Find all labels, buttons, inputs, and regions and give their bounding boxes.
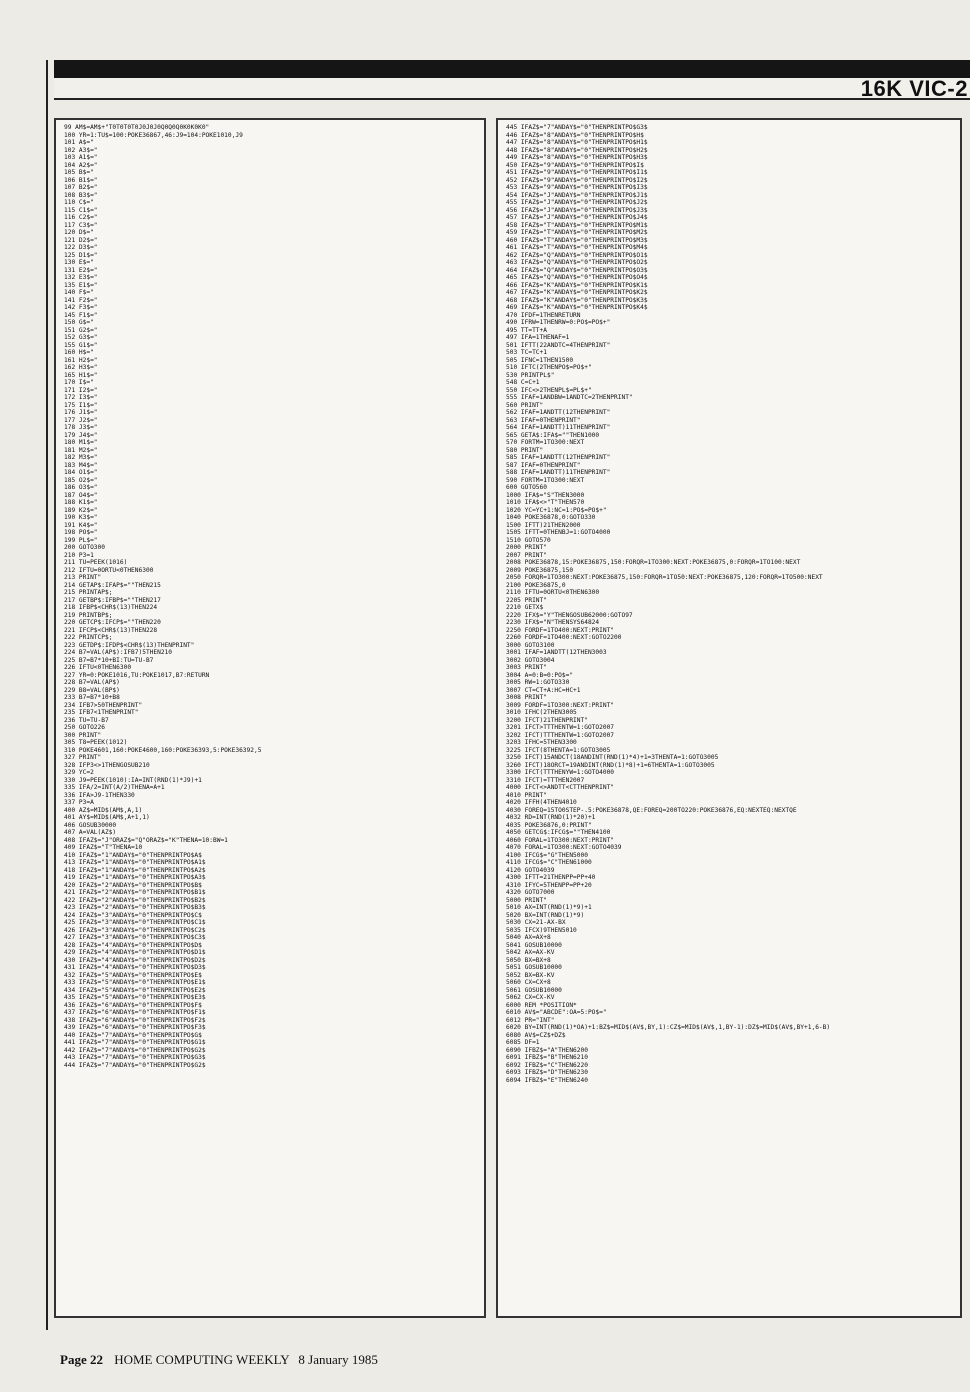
code-line: 439 IFAZ$="6"ANDAY$="0"THENPRINTPO$F3$	[64, 1024, 206, 1031]
code-line: 162 H3$="	[64, 364, 98, 371]
code-line: 186 O3$="	[64, 484, 98, 491]
code-line: 458 IFAZ$="T"ANDAY$="0"THENPRINTPO$M1$	[506, 221, 648, 229]
code-line: 6091 IFBZ$="B"THEN6210	[506, 1054, 588, 1061]
code-line: 469 IFAZ$="K"ANDAY$="0"THENPRINTPO$K4$	[506, 304, 648, 311]
listing-column-right	[496, 118, 962, 1318]
code-line: 5040 AX=AX+8	[506, 934, 551, 941]
code-line: 464 IFAZ$="Q"ANDAY$="0"THENPRINTPO$O3$	[506, 266, 648, 274]
code-line: 5061 GOSUB10000	[506, 986, 562, 994]
code-line: 433 IFAZ$="5"ANDAY$="0"THENPRINTPO$E1$	[64, 979, 206, 986]
code-line: 470 IFDF=1THENRETURN	[506, 311, 581, 319]
code-line: 3003 PRINT"	[506, 664, 547, 671]
code-line: 1510 GOTO570	[506, 536, 551, 544]
code-line: 6092 IFBZ$="C"THEN6220	[506, 1061, 588, 1069]
code-line: 1000 IFA$="S"THEN3000	[506, 491, 585, 499]
code-line: 454 IFAZ$="J"ANDAY$="0"THENPRINTPO$J1$	[506, 191, 648, 199]
code-line: 1020 YC=YC+1:NC=1:PO$=PO$+"	[506, 506, 607, 514]
code-line: 5050 BX=BX+8	[506, 956, 551, 964]
code-line: 1500 IFTT)21THEN2000	[506, 521, 581, 529]
code-line: 329 YC=2	[64, 769, 94, 776]
code-line: 172 I3$="	[64, 394, 98, 401]
code-line: 2250 FORDF=1TO400:NEXT:PRINT"	[506, 626, 615, 634]
code-line: 565 GETA$:IFA$=""THEN1000	[506, 431, 600, 439]
code-line: 116 C2$="	[64, 214, 98, 221]
code-line: 121 D2$="	[64, 236, 98, 244]
code-line: 4110 IFCG$="C"THEN61000	[506, 859, 592, 866]
code-line: 176 J1$="	[64, 409, 98, 416]
code-line: 436 IFAZ$="6"ANDAY$="0"THENPRINTPO$F$	[64, 1001, 202, 1009]
code-line: 563 IFAF=0THENPRINT"	[506, 416, 581, 424]
code-line: 184 O1$="	[64, 469, 98, 476]
code-line: 497 IFA=1THENAF=1	[506, 334, 570, 341]
code-line: 200 GOTO300	[64, 544, 105, 551]
code-line: 447 IFAZ$="8"ANDAY$="0"THENPRINTPO$H1$	[506, 139, 648, 146]
code-line: 6010 AV$="ABCDE":OA=5:PO$="	[506, 1009, 607, 1016]
code-line: 110 C$="	[64, 199, 94, 206]
code-line: 6085 DF=1	[506, 1039, 540, 1046]
header-strip	[54, 78, 970, 100]
code-line: 437 IFAZ$="6"ANDAY$="0"THENPRINTPO$F1$	[64, 1009, 206, 1016]
code-line: 106 B1$="	[64, 176, 98, 184]
code-line: 419 IFAZ$="1"ANDAY$="0"THENPRINTPO$A3$	[64, 874, 206, 881]
code-line: 233 B7=B7*10+B8	[64, 694, 120, 701]
code-line: 530 PRINTPL$"	[506, 371, 555, 379]
code-line: 400 AZ$=MID$(AM$,A,1)	[64, 806, 143, 814]
code-line: 421 IFAZ$="2"ANDAY$="0"THENPRINTPO$B1$	[64, 889, 206, 896]
code-line: 327 PRINT"	[64, 754, 102, 761]
code-line: 444 IFAZ$="7"ANDAY$="0"THENPRINTPO$G2$	[64, 1061, 206, 1069]
code-line: 564 IFAF=1ANDTT)11THENPRINT"	[506, 424, 611, 431]
code-line: 160 H$="	[64, 349, 94, 356]
code-line: 510 IFTC(2THENPO$=PO$+"	[506, 364, 592, 371]
code-line: 442 IFAZ$="7"ANDAY$="0"THENPRINTPO$G2$	[64, 1046, 206, 1054]
code-line: 435 IFAZ$="5"ANDAY$="0"THENPRINTPO$E3$	[64, 994, 206, 1001]
code-line: 445 IFAZ$="7"ANDAY$="0"THENPRINTPO$G3$	[506, 124, 648, 131]
code-line: 2100 POKE36875,0	[506, 581, 566, 589]
code-line: 3310 IFCT)=TTTHEN2007	[506, 776, 585, 784]
code-line: 171 I2$="	[64, 386, 98, 394]
code-line: 101 A$="	[64, 139, 94, 146]
code-line: 219 PRINTBP$;	[64, 611, 113, 619]
code-line: 2230 IFX$="N"THENSYS64824	[506, 619, 600, 626]
code-line: 451 IFAZ$="9"ANDAY$="0"THENPRINTPO$I1$	[506, 169, 648, 176]
code-line: 188 K1$="	[64, 499, 98, 506]
code-line: 225 B7=B7*10+BI:TU=TU-B7	[64, 656, 154, 664]
code-line: 4070 FORAL=1TO300:NEXT:GOTO4039	[506, 844, 622, 851]
code-line: 215 PRINTAP$;	[64, 589, 113, 596]
code-line: 4032 RD=INT(RND(1)*20)+1	[506, 814, 596, 821]
code-line: 434 IFAZ$="5"ANDAY$="0"THENPRINTPO$E2$	[64, 986, 206, 994]
code-line: 227 YR=0:POKE1016,TU:POKE1017,B7:RETURN	[64, 671, 210, 679]
code-line: 4030 FOREQ=15TO0STEP-.5:POKE36878,QE:FOREQ=200TO220:POKE36876,EQ:NEXTEQ:NEXTQE	[506, 806, 797, 814]
code-line: 229 B8=VAL(BP$)	[64, 686, 120, 694]
code-line: 409 IFAZ$="T"THENA=10	[64, 844, 143, 851]
code-line: 406 GOSUB30000	[64, 821, 117, 829]
code-line: 432 IFAZ$="5"ANDAY$="0"THENPRINTPO$E$	[64, 971, 202, 979]
code-line: 438 IFAZ$="6"ANDAY$="0"THENPRINTPO$F2$	[64, 1016, 206, 1024]
code-line: 175 I1$="	[64, 401, 98, 409]
code-line: 588 IFAF=1ANDTT)11THENPRINT"	[506, 469, 611, 476]
code-line: 490 IFRW=1THENRW=0:PO$=PO$+"	[506, 319, 611, 326]
code-line: 191 K4$="	[64, 521, 98, 529]
code-line: 151 G2$="	[64, 326, 98, 334]
code-line: 408 IFAZ$="J"ORAZ$="Q"ORAZ$="K"THENA=10:BW=1	[64, 836, 228, 844]
code-line: 217 GETBP$:IFBP$=""THEN217	[64, 596, 161, 604]
code-line: 3002 GOTO3004	[506, 656, 555, 664]
code-line: 427 IFAZ$="3"ANDAY$="0"THENPRINTPO$C3$	[64, 934, 206, 941]
code-line: 426 IFAZ$="3"ANDAY$="0"THENPRINTPO$C2$	[64, 926, 206, 934]
code-line: 212 IFTU=0ORTU<0THEN6300	[64, 566, 154, 574]
code-line: 5042 AX=AX-KV	[506, 949, 555, 956]
code-line: 100 YR=1:TU$=100:POKE36867,46:J9=104:POKE1010,J9	[64, 131, 243, 139]
code-line: 3250 IFCT)15ANDCT(18ANDINT(RND(1)*4)+1=3THENTA=1:GOTO3005	[506, 754, 719, 761]
code-line: 99 AM$=AM$+"T0T0T0T0J0J0J0Q0Q0Q0K0K0K0"	[64, 124, 210, 131]
code-line: 2260 FORDF=1TO400:NEXT:GOTO2200	[506, 634, 622, 641]
code-line: 448 IFAZ$="8"ANDAY$="0"THENPRINTPO$H2$	[506, 146, 648, 154]
code-line: 428 IFAZ$="4"ANDAY$="0"THENPRINTPO$D$	[64, 941, 202, 949]
code-line: 4035 POKE36876,0:PRINT"	[506, 821, 592, 829]
code-line: 3007 CT=CT+A:HC=HC+1	[506, 686, 581, 694]
code-line: 401 AY$=MID$(AM$,A+1,1)	[64, 814, 150, 821]
code-line: 6080 AV$=CZ$+DZ$	[506, 1031, 566, 1039]
code-line: 142 F3$="	[64, 304, 98, 311]
code-line: 422 IFAZ$="2"ANDAY$="0"THENPRINTPO$B2$	[64, 896, 206, 904]
code-line: 585 IFAF=1ANDTT(12THENPRINT"	[506, 454, 611, 461]
publication-name: HOME COMPUTING WEEKLY	[114, 1352, 290, 1367]
code-line: 6000 REM *POSITION*	[506, 1001, 577, 1009]
code-line: 450 IFAZ$="9"ANDAY$="0"THENPRINTPO$I$	[506, 161, 644, 169]
code-line: 305 T8=PEEK(1012)	[64, 739, 128, 746]
code-line: 104 A2$="	[64, 161, 98, 169]
code-line: 141 F2$="	[64, 296, 98, 304]
code-line: 441 IFAZ$="7"ANDAY$="0"THENPRINTPO$G1$	[64, 1039, 206, 1046]
code-line: 459 IFAZ$="T"ANDAY$="0"THENPRINTPO$M2$	[506, 229, 648, 236]
code-line: 5051 GOSUB10000	[506, 964, 562, 971]
code-line: 4120 GOTO4039	[506, 866, 555, 874]
code-line: 4060 FORAL=1TO300:NEXT:PRINT"	[506, 836, 615, 844]
code-line: 1040 POKE36878,0:GOTO330	[506, 514, 596, 521]
code-line: 170 I$="	[64, 379, 94, 386]
code-line: 135 E1$="	[64, 281, 98, 289]
code-line: 423 IFAZ$="2"ANDAY$="0"THENPRINTPO$B3$	[64, 904, 206, 911]
code-line: 140 F$="	[64, 289, 94, 296]
code-line: 407 A=VAL(AZ$)	[64, 829, 117, 836]
code-line: 120 D$="	[64, 229, 94, 236]
code-line: 548 C=C+1	[506, 379, 540, 386]
code-line: 1505 IFTT=0THENBJ=1:GOTO4000	[506, 529, 611, 536]
code-line: 125 D1$="	[64, 251, 98, 259]
code-line: 465 IFAZ$="Q"ANDAY$="0"THENPRINTPO$O4$	[506, 274, 648, 281]
page-footer	[60, 1352, 378, 1368]
code-line: 424 IFAZ$="3"ANDAY$="0"THENPRINTPO$C$	[64, 911, 202, 919]
code-line: 130 E$="	[64, 259, 94, 266]
program-listing-left	[56, 120, 484, 1069]
code-line: 4310 IFYC=5THENPP=PP+20	[506, 881, 592, 889]
page-left-rule	[46, 60, 48, 1330]
code-line: 152 G3$="	[64, 334, 98, 341]
code-line: 103 A1$="	[64, 154, 98, 161]
code-line: 560 PRINT"	[506, 401, 544, 409]
code-line: 440 IFAZ$="7"ANDAY$="0"THENPRINTPO$G$	[64, 1031, 202, 1039]
code-line: 3008 PRINT"	[506, 694, 547, 701]
code-line: 430 IFAZ$="4"ANDAY$="0"THENPRINTPO$D2$	[64, 956, 206, 964]
code-line: 461 IFAZ$="T"ANDAY$="0"THENPRINTPO$M4$	[506, 244, 648, 251]
code-line: 105 B$="	[64, 169, 94, 176]
code-line: 224 B7=VAL(AP$):IFB7)5THEN210	[64, 649, 173, 656]
code-line: 2110 IFTU=0ORTU<0THEN6300	[506, 589, 600, 596]
code-line: 190 K3$="	[64, 514, 98, 521]
code-line: 115 C1$="	[64, 206, 98, 214]
program-listing-right	[498, 120, 960, 1084]
code-line: 449 IFAZ$="8"ANDAY$="0"THENPRINTPO$H3$	[506, 154, 648, 161]
code-line: 234 IFB7>50THENPRINT"	[64, 701, 143, 709]
code-line: 145 F1$="	[64, 311, 98, 319]
code-line: 211 TU=PEEK(1016)	[64, 559, 128, 566]
code-line: 1010 IFA$<>"T"THEN570	[506, 499, 585, 506]
code-line: 429 IFAZ$="4"ANDAY$="0"THENPRINTPO$D1$	[64, 949, 206, 956]
code-line: 570 FORTM=1TO300:NEXT	[506, 439, 585, 446]
code-line: 562 IFAF=1ANDTT(12THENPRINT"	[506, 409, 611, 416]
code-line: 300 PRINT"	[64, 731, 102, 739]
code-line: 228 B7=VAL(AP$)	[64, 679, 120, 686]
code-line: 5030 CX=21-AX-BX	[506, 919, 566, 926]
code-line: 4020 IFFH(4THEN4010	[506, 799, 577, 806]
code-line: 503 TC=TC+1	[506, 349, 547, 356]
code-line: 6020 BY=INT(RND(1)*OA)+1:BZ$=MID$(AV$,BY,1):CZ$=MID$(AV$,1,BY-1):DZ$=MID$(AV$,BY+1,6-B)	[506, 1024, 831, 1031]
code-line: 4100 IFCG$="G"THEN5000	[506, 851, 588, 859]
code-line: 466 IFAZ$="K"ANDAY$="0"THENPRINTPO$K1$	[506, 281, 648, 289]
section-tag: 16K VIC-2	[860, 76, 968, 101]
code-line: 2050 FORQR=1TO300:NEXT:POKE36875,150:FORQR=1TO50:NEXT:POKE36875,120:FORQR=1TO500:NEXT	[506, 574, 823, 581]
code-line: 132 E3$="	[64, 274, 98, 281]
code-line: 335 IFA/2=INT(A/2)THENA=A+1	[64, 784, 165, 791]
code-line: 2220 IFX$="Y"THENGOSUB62000:GOTO97	[506, 611, 633, 619]
code-line: 6093 IFBZ$="D"THEN6230	[506, 1069, 588, 1076]
code-line: 600 GOTO560	[506, 484, 547, 491]
code-line: 198 PO$="	[64, 529, 98, 536]
code-line: 155 G1$="	[64, 341, 98, 349]
code-line: 3200 IFCT)21THENPRINT"	[506, 716, 588, 724]
code-line: 6012 PR="INT"	[506, 1016, 555, 1024]
header-banner	[54, 60, 970, 78]
code-line: 222 PRINTCP$;	[64, 634, 113, 641]
code-line: 213 PRINT"	[64, 574, 102, 581]
code-line: 3005 RW=1:GOTO330	[506, 679, 570, 686]
code-line: 150 G$="	[64, 319, 94, 326]
code-line: 107 B2$="	[64, 184, 98, 191]
code-line: 131 E2$="	[64, 266, 98, 274]
code-line: 179 J4$="	[64, 431, 98, 439]
listing-column-left	[54, 118, 486, 1318]
code-line: 431 IFAZ$="4"ANDAY$="0"THENPRINTPO$D3$	[64, 964, 206, 971]
code-line: 3203 IFHC=5THEN3300	[506, 739, 577, 746]
code-line: 226 IFTU<0THEN6300	[64, 664, 132, 671]
code-line: 420 IFAZ$="2"ANDAY$="0"THENPRINTPO$B$	[64, 881, 202, 889]
code-line: 5020 BX=INT(RND(1)*9)	[506, 911, 585, 919]
code-line: 452 IFAZ$="9"ANDAY$="0"THENPRINTPO$I2$	[506, 176, 648, 184]
code-line: 117 C3$="	[64, 221, 98, 229]
code-line: 4320 GOTO7000	[506, 889, 555, 896]
code-line: 413 IFAZ$="1"ANDAY$="0"THENPRINTPO$A1$	[64, 859, 206, 866]
code-line: 102 A3$="	[64, 146, 98, 154]
code-line: 220 GETCP$:IFCP$=""THEN220	[64, 619, 161, 626]
code-line: 468 IFAZ$="K"ANDAY$="0"THENPRINTPO$K3$	[506, 296, 648, 304]
code-line: 5060 CX=CX+8	[506, 979, 551, 986]
code-line: 161 H2$="	[64, 356, 98, 364]
code-line: 580 PRINT"	[506, 446, 544, 454]
code-line: 187 O4$="	[64, 491, 98, 499]
code-line: 218 IFBP$<CHR$(13)THEN224	[64, 604, 158, 611]
code-line: 330 J9=PEEK(1010):IA=INT(RND(1)*J9)+1	[64, 776, 202, 784]
code-line: 165 H1$="	[64, 371, 98, 379]
code-line: 178 J3$="	[64, 424, 98, 431]
code-line: 2205 PRINT"	[506, 596, 547, 604]
code-line: 590 FORTM=1TO300:NEXT	[506, 476, 585, 484]
code-line: 5062 CX=CX-KV	[506, 994, 555, 1001]
code-line: 177 J2$="	[64, 416, 98, 424]
code-line: 462 IFAZ$="Q"ANDAY$="0"THENPRINTPO$O1$	[506, 251, 648, 259]
code-line: 3001 IFAF=1ANDTT(12THEN3003	[506, 649, 607, 656]
code-line: 2008 POKE36878,15:POKE36875,150:FORQR=1TO300:NEXT:POKE36875,0:FORQR=1TO100:NEXT	[506, 559, 801, 566]
code-line: 463 IFAZ$="Q"ANDAY$="0"THENPRINTPO$O2$	[506, 259, 648, 266]
code-line: 182 M3$="	[64, 454, 98, 461]
code-line: 4300 IFTT=21THENPP=PP+40	[506, 874, 596, 881]
code-line: 199 PL$="	[64, 536, 98, 544]
code-line: 3225 IFCT(8THENTA=1:GOTO3005	[506, 746, 611, 754]
code-line: 2007 PRINT"	[506, 551, 547, 559]
code-line: 443 IFAZ$="7"ANDAY$="0"THENPRINTPO$G3$	[64, 1054, 206, 1061]
code-line: 460 IFAZ$="T"ANDAY$="0"THENPRINTPO$M3$	[506, 236, 648, 244]
code-line: 3000 GOTO3100	[506, 641, 555, 649]
code-line: 6090 IFBZ$="A"THEN6200	[506, 1046, 588, 1054]
code-line: 5000 PRINT"	[506, 896, 547, 904]
code-line: 336 IFA>J9-1THEN330	[64, 791, 135, 799]
code-line: 455 IFAZ$="J"ANDAY$="0"THENPRINTPO$J2$	[506, 199, 648, 206]
code-line: 180 M1$="	[64, 439, 98, 446]
code-line: 6094 IFBZ$="E"THEN6240	[506, 1076, 588, 1084]
code-line: 2210 GETX$	[506, 604, 544, 611]
code-line: 446 IFAZ$="8"ANDAY$="0"THENPRINTPO$H$	[506, 131, 644, 139]
code-line: 410 IFAZ$="1"ANDAY$="0"THENPRINTPO$A$	[64, 851, 202, 859]
issue-date: 8 January 1985	[298, 1352, 378, 1367]
code-line: 221 IFCP$<CHR$(13)THEN228	[64, 626, 158, 634]
code-line: 453 IFAZ$="9"ANDAY$="0"THENPRINTPO$I3$	[506, 184, 648, 191]
code-line: 181 M2$="	[64, 446, 98, 454]
code-line: 587 IFAF=0THENPRINT"	[506, 461, 581, 469]
code-line: 189 K2$="	[64, 506, 98, 514]
code-line: 4050 GETCG$:IFCG$=""THEN4100	[506, 829, 611, 836]
code-line: 456 IFAZ$="J"ANDAY$="0"THENPRINTPO$J3$	[506, 206, 648, 214]
code-line: 3009 FORDF=1TO300:NEXT:PRINT"	[506, 701, 615, 709]
code-line: 501 IFTT(22ANDTC=4THENPRINT"	[506, 341, 611, 349]
code-line: 467 IFAZ$="K"ANDAY$="0"THENPRINTPO$K2$	[506, 289, 648, 296]
code-line: 235 IFB7<1THENPRINT"	[64, 709, 139, 716]
code-line: 425 IFAZ$="3"ANDAY$="0"THENPRINTPO$C1$	[64, 919, 206, 926]
code-line: 495 TT=TT+A	[506, 326, 547, 334]
code-line: 185 O2$="	[64, 476, 98, 484]
code-line: 122 D3$="	[64, 244, 98, 251]
code-line: 250 GOTO226	[64, 724, 105, 731]
code-line: 505 IFNC=1THEN1500	[506, 356, 574, 364]
code-line: 5010 AX=INT(RND(1)*9)+1	[506, 904, 592, 911]
code-line: 337 P3=A	[64, 799, 94, 806]
code-line: 214 GETAP$:IFAP$=""THEN215	[64, 581, 161, 589]
code-line: 2009 POKE36875,150	[506, 566, 574, 574]
code-line: 183 M4$="	[64, 461, 98, 469]
code-line: 5052 BX=BX-KV	[506, 971, 555, 979]
code-line: 418 IFAZ$="1"ANDAY$="0"THENPRINTPO$A2$	[64, 866, 206, 874]
code-line: 4000 IFCT<>ANDTT<CTTHENPRINT"	[506, 784, 615, 791]
code-line: 223 GETDP$:IFDP$<CHR$(13)THENPRINT"	[64, 641, 195, 649]
code-line: 328 IFP3<>1THENGOSUB210	[64, 761, 150, 769]
code-line: 2000 PRINT"	[506, 544, 547, 551]
code-line: 236 TU=TU-B7	[64, 716, 109, 724]
code-line: 210 P3=1	[64, 551, 94, 559]
code-line: 3201 IFCT>TTTHENTW=1:GOTO2007	[506, 724, 615, 731]
code-line: 3260 IFCT)18ORCT=19ANDINT(RND(1)*8)+1=6THENTA=1:GOTO3005	[506, 761, 715, 769]
code-line: 550 IFC<>2THENPL$=PL$+"	[506, 386, 592, 394]
code-line: 310 POKE4601,160:POKE4600,160:POKE36393,5:POKE36392,5	[64, 746, 262, 754]
code-line: 3004 A=0:B=0:PO$="	[506, 671, 574, 679]
code-line: 4010 PRINT"	[506, 791, 547, 799]
code-line: 5041 GOSUB10000	[506, 941, 562, 949]
code-line: 555 IFAF=1ANDBW=1ANDTC=2THENPRINT"	[506, 394, 633, 401]
code-line: 3202 IFCT)TTTHENTW=1:GOTO2007	[506, 731, 615, 739]
code-line: 3300 IFCT(TTTHENYW=1:GOTO4000	[506, 769, 615, 776]
page-number: Page 22	[60, 1352, 103, 1367]
code-line: 457 IFAZ$="J"ANDAY$="0"THENPRINTPO$J4$	[506, 214, 648, 221]
code-line: 3010 IFHC(2THEN3005	[506, 709, 577, 716]
code-line: 108 B3$="	[64, 191, 98, 199]
code-line: 5035 IFCX)9THEN5010	[506, 926, 577, 934]
